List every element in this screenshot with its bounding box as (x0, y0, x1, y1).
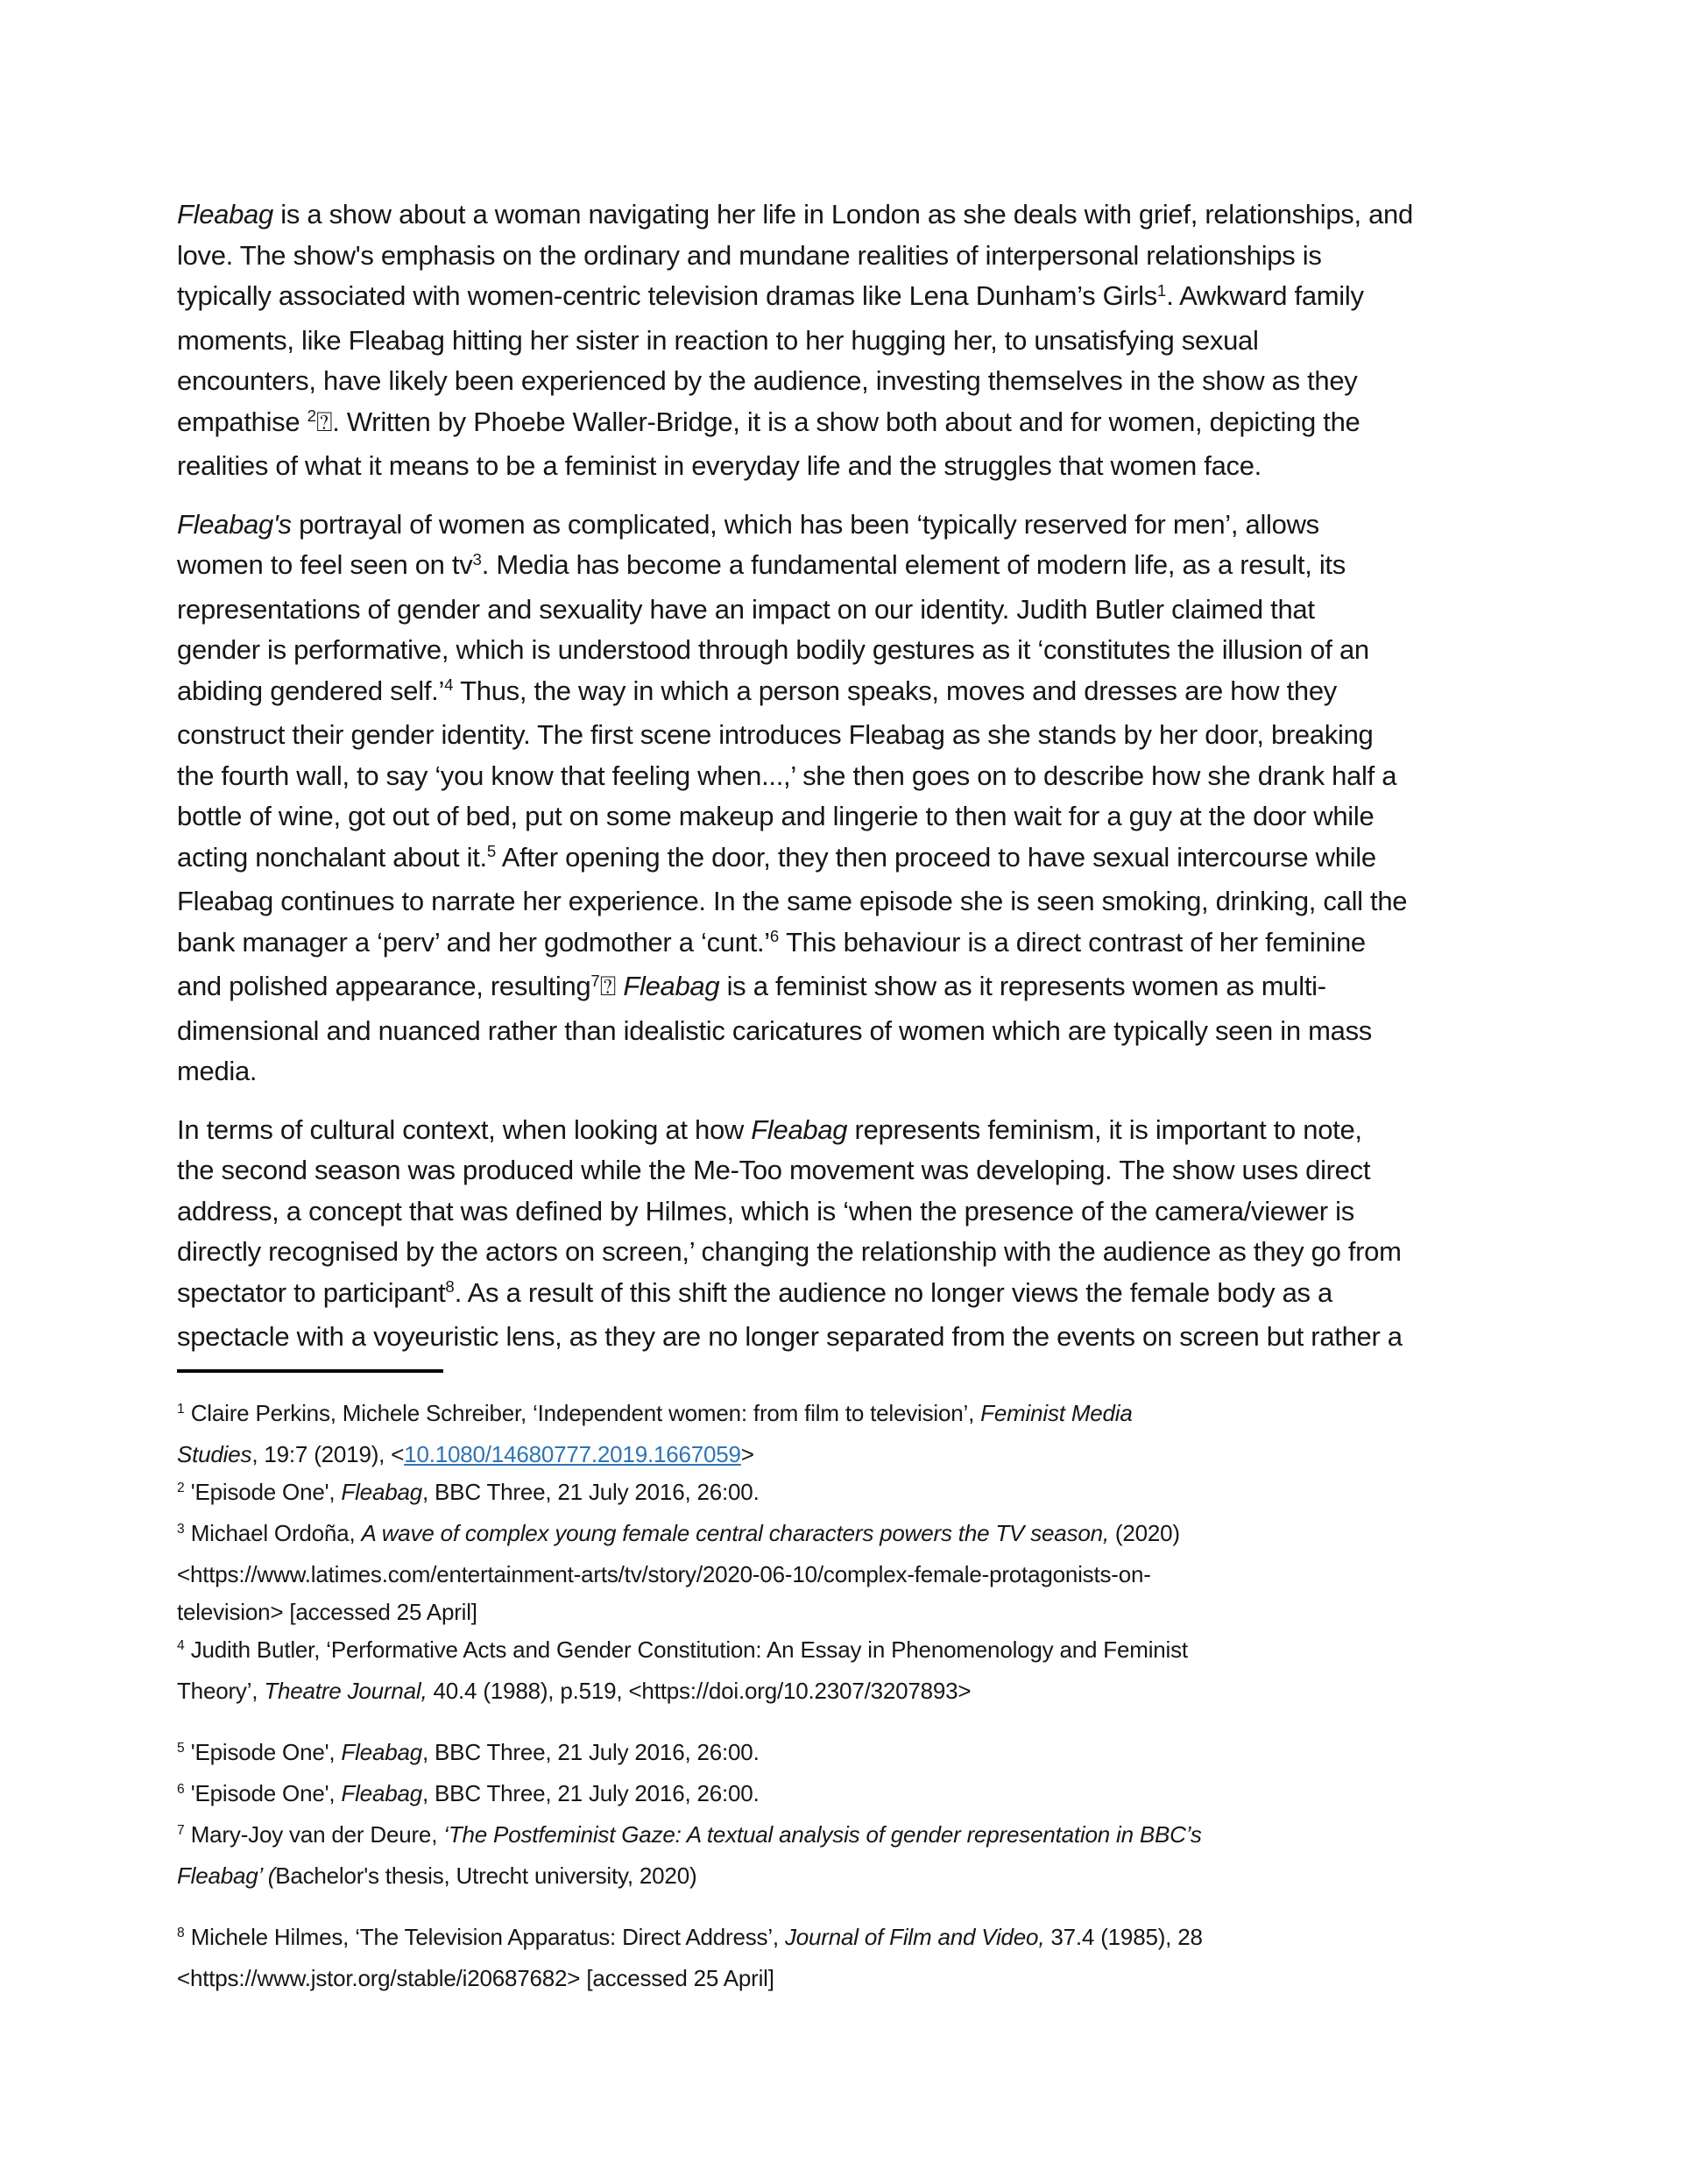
text-run: Bachelor's thesis, Utrecht university, 2020) (275, 1862, 697, 1889)
text-line (177, 1816, 1203, 1857)
text-line (177, 838, 1413, 882)
italic-text: Journal of Film and Video, (784, 1924, 1045, 1950)
italic-text: Fleabag (341, 1739, 422, 1765)
text-line (177, 1011, 1413, 1052)
text-line (177, 1395, 1203, 1436)
text-run: bank manager a ‘perv’ and her godmother a ‘cunt.’ (177, 926, 770, 958)
essay-body (177, 194, 1413, 1375)
text-line (177, 1474, 1203, 1515)
text-run: gender is performative, which is understood through bodily gestures as it ‘constitutes the illusion of an (177, 634, 1369, 665)
footnote-5 (177, 1734, 1203, 1775)
italic-text: Fleabag (751, 1113, 848, 1145)
text-run: . As a result of this shift the audience no longer views the female body as a (454, 1276, 1332, 1308)
footnote-marker: 4 (177, 1638, 185, 1654)
text-line (177, 1556, 1203, 1594)
text-line (177, 1191, 1413, 1233)
text-line (177, 194, 1413, 236)
text-run: love. The show's emphasis on the ordinary and mundane realities of interpersonal relationships is (177, 239, 1322, 271)
footnote-2 (177, 1474, 1203, 1515)
text-line (177, 590, 1413, 631)
text-line (177, 1150, 1413, 1191)
text-line (177, 922, 1413, 967)
text-run: In terms of cultural context, when looking at how (177, 1113, 752, 1145)
text-run: typically associated with women-centric television dramas like Lena Dunham’s Girls (177, 280, 1157, 311)
text-line (177, 796, 1413, 838)
text-line (177, 1857, 1203, 1895)
footnote-marker: 6 (769, 927, 780, 946)
footnote-marker: 8 (177, 1926, 185, 1941)
body-paragraph-2 (177, 505, 1413, 1092)
text-run: <https://www.latimes.com/entertainment-arts/tv/story/2020-06-10/complex-female-protagonists-on- (177, 1561, 1151, 1587)
text-line (177, 1960, 1203, 1997)
text-run: Thus, the way in which a person speaks, moves and dresses are how they (453, 675, 1337, 706)
text-run: realities of what it means to be a feminist in everyday life and the struggles that women face. (177, 450, 1262, 481)
footnote-7 (177, 1816, 1203, 1895)
text-line (177, 321, 1413, 362)
text-line (177, 276, 1413, 321)
text-run: Mary-Joy van der Deure, (184, 1821, 444, 1848)
italic-text: Feminist Media (980, 1400, 1133, 1426)
text-run: 'Episode One', (184, 1780, 342, 1806)
text-line (177, 402, 1413, 447)
footnote-marker: 2 (307, 406, 316, 426)
text-line (177, 236, 1413, 277)
text-run: media. (177, 1056, 258, 1086)
text-line (177, 1232, 1413, 1273)
text-line (177, 756, 1413, 797)
text-run: Fleabag continues to narrate her experience. In the same episode she is seen smoking, drinking, call the (177, 886, 1408, 916)
text-run: This behaviour is a direct contrast of her feminine (779, 926, 1366, 958)
text-line (177, 1273, 1413, 1318)
text-line (177, 671, 1413, 716)
text-run: portrayal of women as complicated, which has been ‘typically reserved for men’, allows (291, 508, 1319, 540)
text-line (177, 1919, 1203, 1960)
footnote-marker: 8 (445, 1277, 455, 1297)
text-run: acting nonchalant about it. (177, 841, 487, 873)
italic-text: Fleabag's (177, 508, 292, 540)
body-paragraph-1 (177, 194, 1413, 487)
text-run: is a show about a woman navigating her life in London as she deals with grief, relationships, and (272, 199, 1413, 230)
text-run: is a feminist show as it represents women as multi- (719, 971, 1326, 1001)
text-run: the second season was produced while the Me-Too movement was developing. The show uses direct (177, 1155, 1371, 1185)
footnote-6 (177, 1775, 1203, 1816)
text-run: Judith Butler, ‘Performative Acts and Gender Constitution: An Essay in Phenomenology and Feminist (184, 1636, 1188, 1663)
italic-text: Studies (177, 1441, 252, 1467)
italic-text: Fleabag (177, 199, 273, 230)
text-run: 37.4 (1985), 28 (1044, 1924, 1203, 1950)
text-line (177, 966, 1413, 1011)
footnote-marker: 7 (590, 971, 600, 990)
footnote-separator-rule (177, 1369, 443, 1373)
text-run: directly recognised by the actors on screen,’ changing the relationship with the audience as they go from (177, 1236, 1402, 1267)
text-run: . Media has become a fundamental element of modern life, as a result, its (481, 549, 1346, 580)
text-run: After opening the door, they then proceed to have sexual intercourse while (496, 841, 1376, 873)
text-run: bottle of wine, got out of bed, put on some makeup and lingerie to then wait for a guy at the door while (177, 801, 1375, 831)
footnote-marker: 7 (177, 1823, 185, 1839)
text-line (177, 446, 1413, 487)
text-line (177, 1775, 1203, 1816)
text-run: spectator to participant (177, 1276, 446, 1308)
footnote-marker: 3 (472, 549, 482, 569)
text-run: 'Episode One', (184, 1739, 342, 1765)
text-line (177, 505, 1413, 546)
text-run: abiding gendered self.’ (177, 675, 445, 706)
text-run: construct their gender identity. The first scene introduces Fleabag as she stands by her door, breaking (177, 719, 1374, 750)
doi-hyperlink[interactable]: 10.1080/14680777.2019.1667059 (404, 1441, 741, 1467)
footnote-marker: 3 (177, 1522, 185, 1537)
text-line (177, 1631, 1203, 1672)
footnote-marker: 6 (177, 1782, 185, 1798)
footnotes-section (177, 1395, 1203, 1997)
text-line (177, 1734, 1203, 1775)
text-run: ⍰. Written by Phoebe Waller-Bridge, it is a show both about and for women, depicting the (315, 406, 1360, 437)
footnote-marker: 1 (177, 1402, 185, 1417)
text-line (177, 881, 1413, 922)
text-line (177, 545, 1413, 590)
text-run: <https://www.jstor.org/stable/i20687682> [accessed 25 April] (177, 1965, 774, 1991)
text-run: moments, like Fleabag hitting her sister in reaction to her hugging her, to unsatisfying sexual (177, 324, 1259, 356)
italic-text: Fleabag’ ( (177, 1862, 276, 1889)
italic-text: Fleabag (341, 1780, 422, 1806)
italic-text: ‘The Postfeminist Gaze: A textual analysis of gender representation in BBC’s (443, 1821, 1202, 1848)
footnote-4 (177, 1631, 1203, 1710)
text-line (177, 1515, 1203, 1556)
text-line (177, 1317, 1413, 1358)
text-run: address, a concept that was defined by Hilmes, which is ‘when the presence of the camera/viewer is (177, 1195, 1354, 1226)
italic-text: Fleabag (623, 971, 720, 1001)
text-line (177, 1051, 1413, 1092)
text-run: 'Episode One', (184, 1479, 342, 1505)
text-line (177, 361, 1413, 402)
text-run: representations of gender and sexuality have an impact on our identity. Judith Butler claimed that (177, 593, 1315, 625)
text-run: . Awkward family (1166, 280, 1364, 311)
italic-text: Fleabag (341, 1479, 422, 1505)
footnote-marker: 5 (486, 842, 497, 861)
text-line (177, 1594, 1203, 1631)
text-run: Michele Hilmes, ‘The Television Apparatus: Direct Address’, (184, 1924, 785, 1950)
text-run: encounters, have likely been experienced by the audience, investing themselves in the show as they (177, 365, 1358, 396)
footnote-1 (177, 1395, 1203, 1474)
italic-text: A wave of complex young female central characters powers the TV season, (361, 1520, 1109, 1546)
footnote-3 (177, 1515, 1203, 1631)
text-line (177, 630, 1413, 671)
text-run: the fourth wall, to say ‘you know that feeling when...,’ she then goes on to describe how she drank half a (177, 760, 1397, 791)
italic-text: Theatre Journal, (264, 1678, 428, 1704)
text-line (177, 1436, 1203, 1474)
text-run: , 19:7 (2019), < (251, 1441, 405, 1467)
footnote-8 (177, 1919, 1203, 1997)
text-run: represents feminism, it is important to note, (847, 1113, 1362, 1145)
text-run: > (740, 1441, 754, 1467)
text-line (177, 715, 1413, 756)
text-run: , BBC Three, 21 July 2016, 26:00. (421, 1780, 760, 1806)
text-run: and polished appearance, resulting (177, 971, 591, 1001)
text-run: Michael Ordoña, (184, 1520, 362, 1546)
footnote-marker: 2 (177, 1481, 185, 1496)
text-run: dimensional and nuanced rather than idealistic caricatures of women which are typically seen in mass (177, 1014, 1373, 1046)
text-line (177, 1110, 1413, 1151)
text-run: television> [accessed 25 April] (177, 1599, 477, 1625)
text-run: Claire Perkins, Michele Schreiber, ‘Independent women: from film to television’, (184, 1400, 981, 1426)
footnote-marker: 1 (1156, 280, 1167, 300)
text-run: 40.4 (1988), p.519, <https://doi.org/10.2307/3207893> (427, 1678, 972, 1704)
text-run: empathise (177, 406, 307, 437)
body-paragraph-3 (177, 1110, 1413, 1358)
footnote-marker: 5 (177, 1741, 185, 1756)
text-run: (2020) (1108, 1520, 1180, 1546)
text-run: ⍰ (599, 971, 624, 1001)
text-run: spectacle with a voyeuristic lens, as they are no longer separated from the events on screen but rather a (177, 1321, 1403, 1352)
text-run: women to feel seen on tv (177, 549, 473, 580)
text-run: , BBC Three, 21 July 2016, 26:00. (421, 1739, 760, 1765)
text-run: , BBC Three, 21 July 2016, 26:00. (421, 1479, 760, 1505)
text-run: Theory’, (177, 1678, 265, 1704)
footnote-marker: 4 (444, 675, 454, 695)
text-line (177, 1672, 1203, 1710)
